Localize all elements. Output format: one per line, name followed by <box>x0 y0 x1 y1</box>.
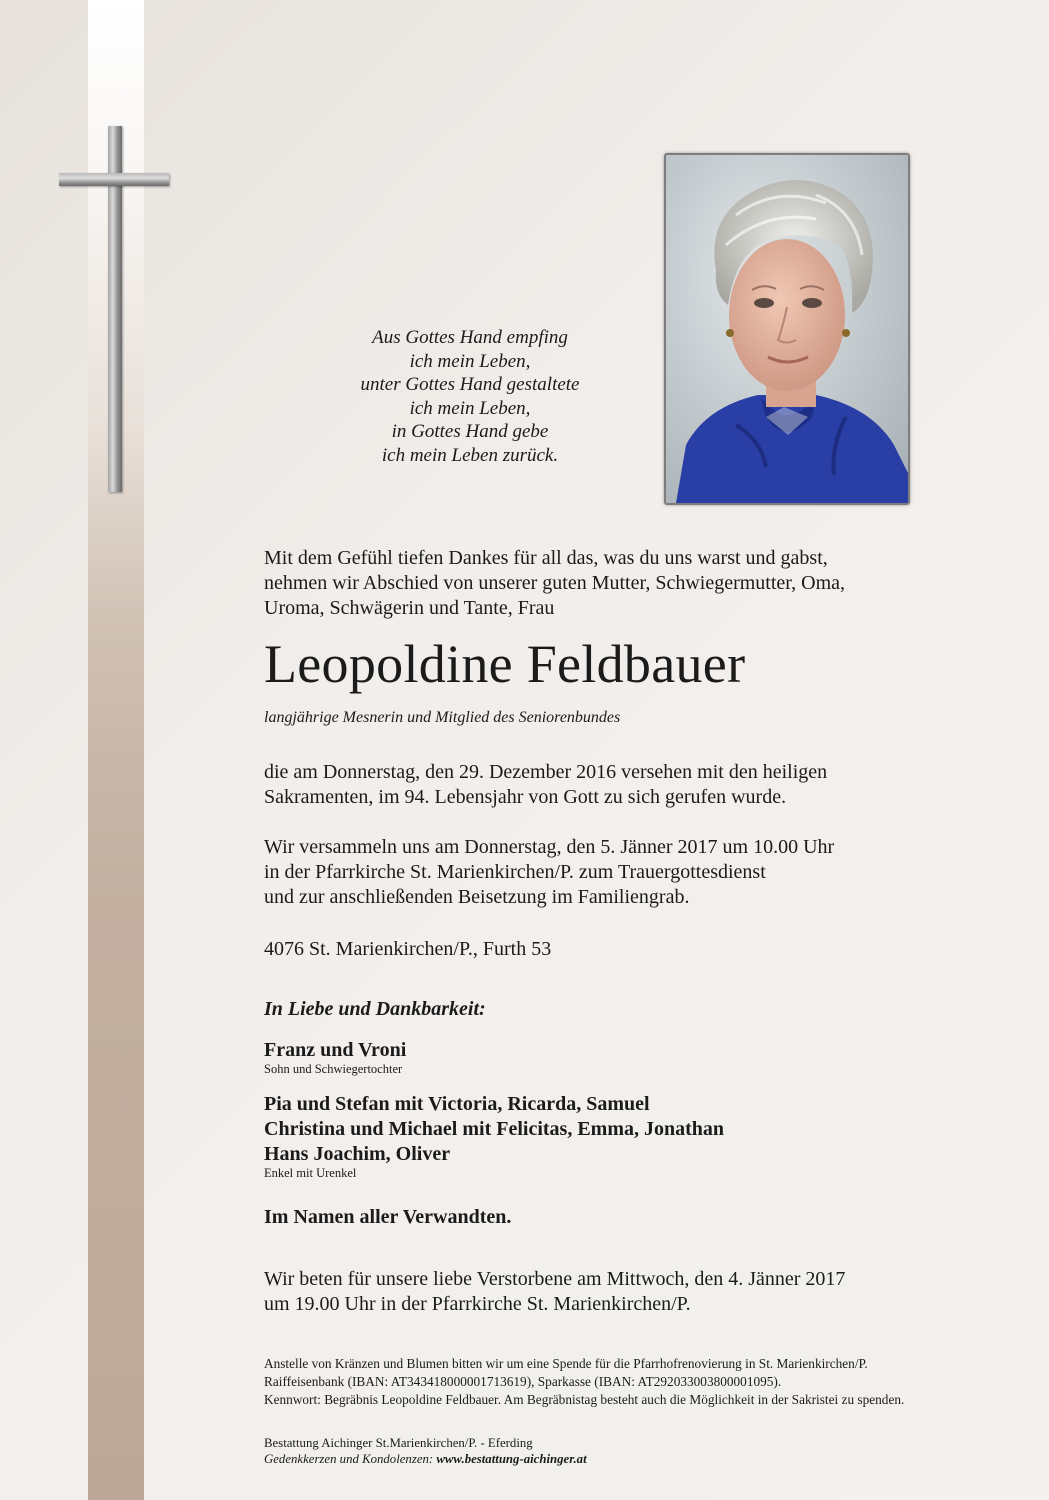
mourner-group: Franz und Vroni <box>264 1039 407 1061</box>
portrait-photo <box>664 153 910 505</box>
mourner-group: Christina und Michael mit Felicitas, Emma, Jonathan <box>264 1118 725 1140</box>
poem-line: ich mein Leben, <box>409 350 531 372</box>
condolence-line <box>264 1451 587 1468</box>
address: 4076 St. Marienkirchen/P., Furth 53 <box>264 938 552 960</box>
poem-line: ich mein Leben, <box>409 397 531 419</box>
condolence-label: Gedenkkerzen und Kondolenzen: <box>264 1452 437 1466</box>
prayer-line: Wir beten für unsere liebe Verstorbene am Mittwoch, den 4. Jänner 2017 <box>264 1268 846 1290</box>
mourner-relation: Enkel mit Urenkel <box>264 1166 357 1180</box>
prayer-line: um 19.00 Uhr in der Pfarrkirche St. Marienkirchen/P. <box>264 1293 691 1315</box>
poem-line: in Gottes Hand gebe <box>391 421 549 443</box>
mourners-heading: In Liebe und Dankbarkeit: <box>264 998 486 1020</box>
poem-line: Aus Gottes Hand empfing <box>372 327 568 348</box>
deceased-name: Leopoldine Feldbauer <box>264 634 746 694</box>
poem-line: ich mein Leben zurück. <box>381 444 559 466</box>
undertaker: Bestattung Aichinger St.Marienkirchen/P. - Eferding <box>264 1436 533 1450</box>
funeral-line: Wir versammeln uns am Donnerstag, den 5. Jänner 2017 um 10.00 Uhr <box>264 836 835 858</box>
death-notice-line: Sakramenten, im 94. Lebensjahr von Gott zu sich gerufen wurde. <box>264 786 787 808</box>
intro-line: nehmen wir Abschied von unserer guten Mutter, Schwiegermutter, Oma, <box>264 572 846 594</box>
poem <box>330 326 610 468</box>
intro-line: Mit dem Gefühl tiefen Dankes für all das, was du uns warst und gabst, <box>264 547 828 569</box>
mourner-relation: Sohn und Schwiegertochter <box>264 1062 403 1076</box>
mourner-group: Pia und Stefan mit Victoria, Ricarda, Samuel <box>264 1093 650 1115</box>
relatives-line: Im Namen aller Verwandten. <box>264 1206 512 1228</box>
website-link[interactable]: www.bestattung-aichinger.at <box>436 1452 587 1466</box>
donation-line: Raiffeisenbank (IBAN: AT343418000001713619), Sparkasse (IBAN: AT292033003800001095). <box>264 1374 782 1389</box>
deceased-subtitle: langjährige Mesnerin und Mitglied des Seniorenbundes <box>264 709 621 726</box>
funeral-line: und zur anschließenden Beisetzung im Familiengrab. <box>264 886 690 908</box>
donation-line: Anstelle von Kränzen und Blumen bitten wir um eine Spende für die Pfarrhofrenovierung in St. Marienkirchen/P. <box>264 1356 868 1371</box>
donation-line: Kennwort: Begräbnis Leopoldine Feldbauer. Am Begräbnistag besteht auch die Möglichkeit in der Sakristei zu spenden. <box>264 1392 905 1407</box>
poem-line: unter Gottes Hand gestaltete <box>360 374 580 396</box>
intro-line: Uroma, Schwägerin und Tante, Frau <box>264 597 555 619</box>
funeral-line: in der Pfarrkirche St. Marienkirchen/P. zum Trauergottesdienst <box>264 861 766 883</box>
mourner-group: Hans Joachim, Oliver <box>264 1143 451 1165</box>
death-notice-line: die am Donnerstag, den 29. Dezember 2016 versehen mit den heiligen <box>264 761 828 783</box>
